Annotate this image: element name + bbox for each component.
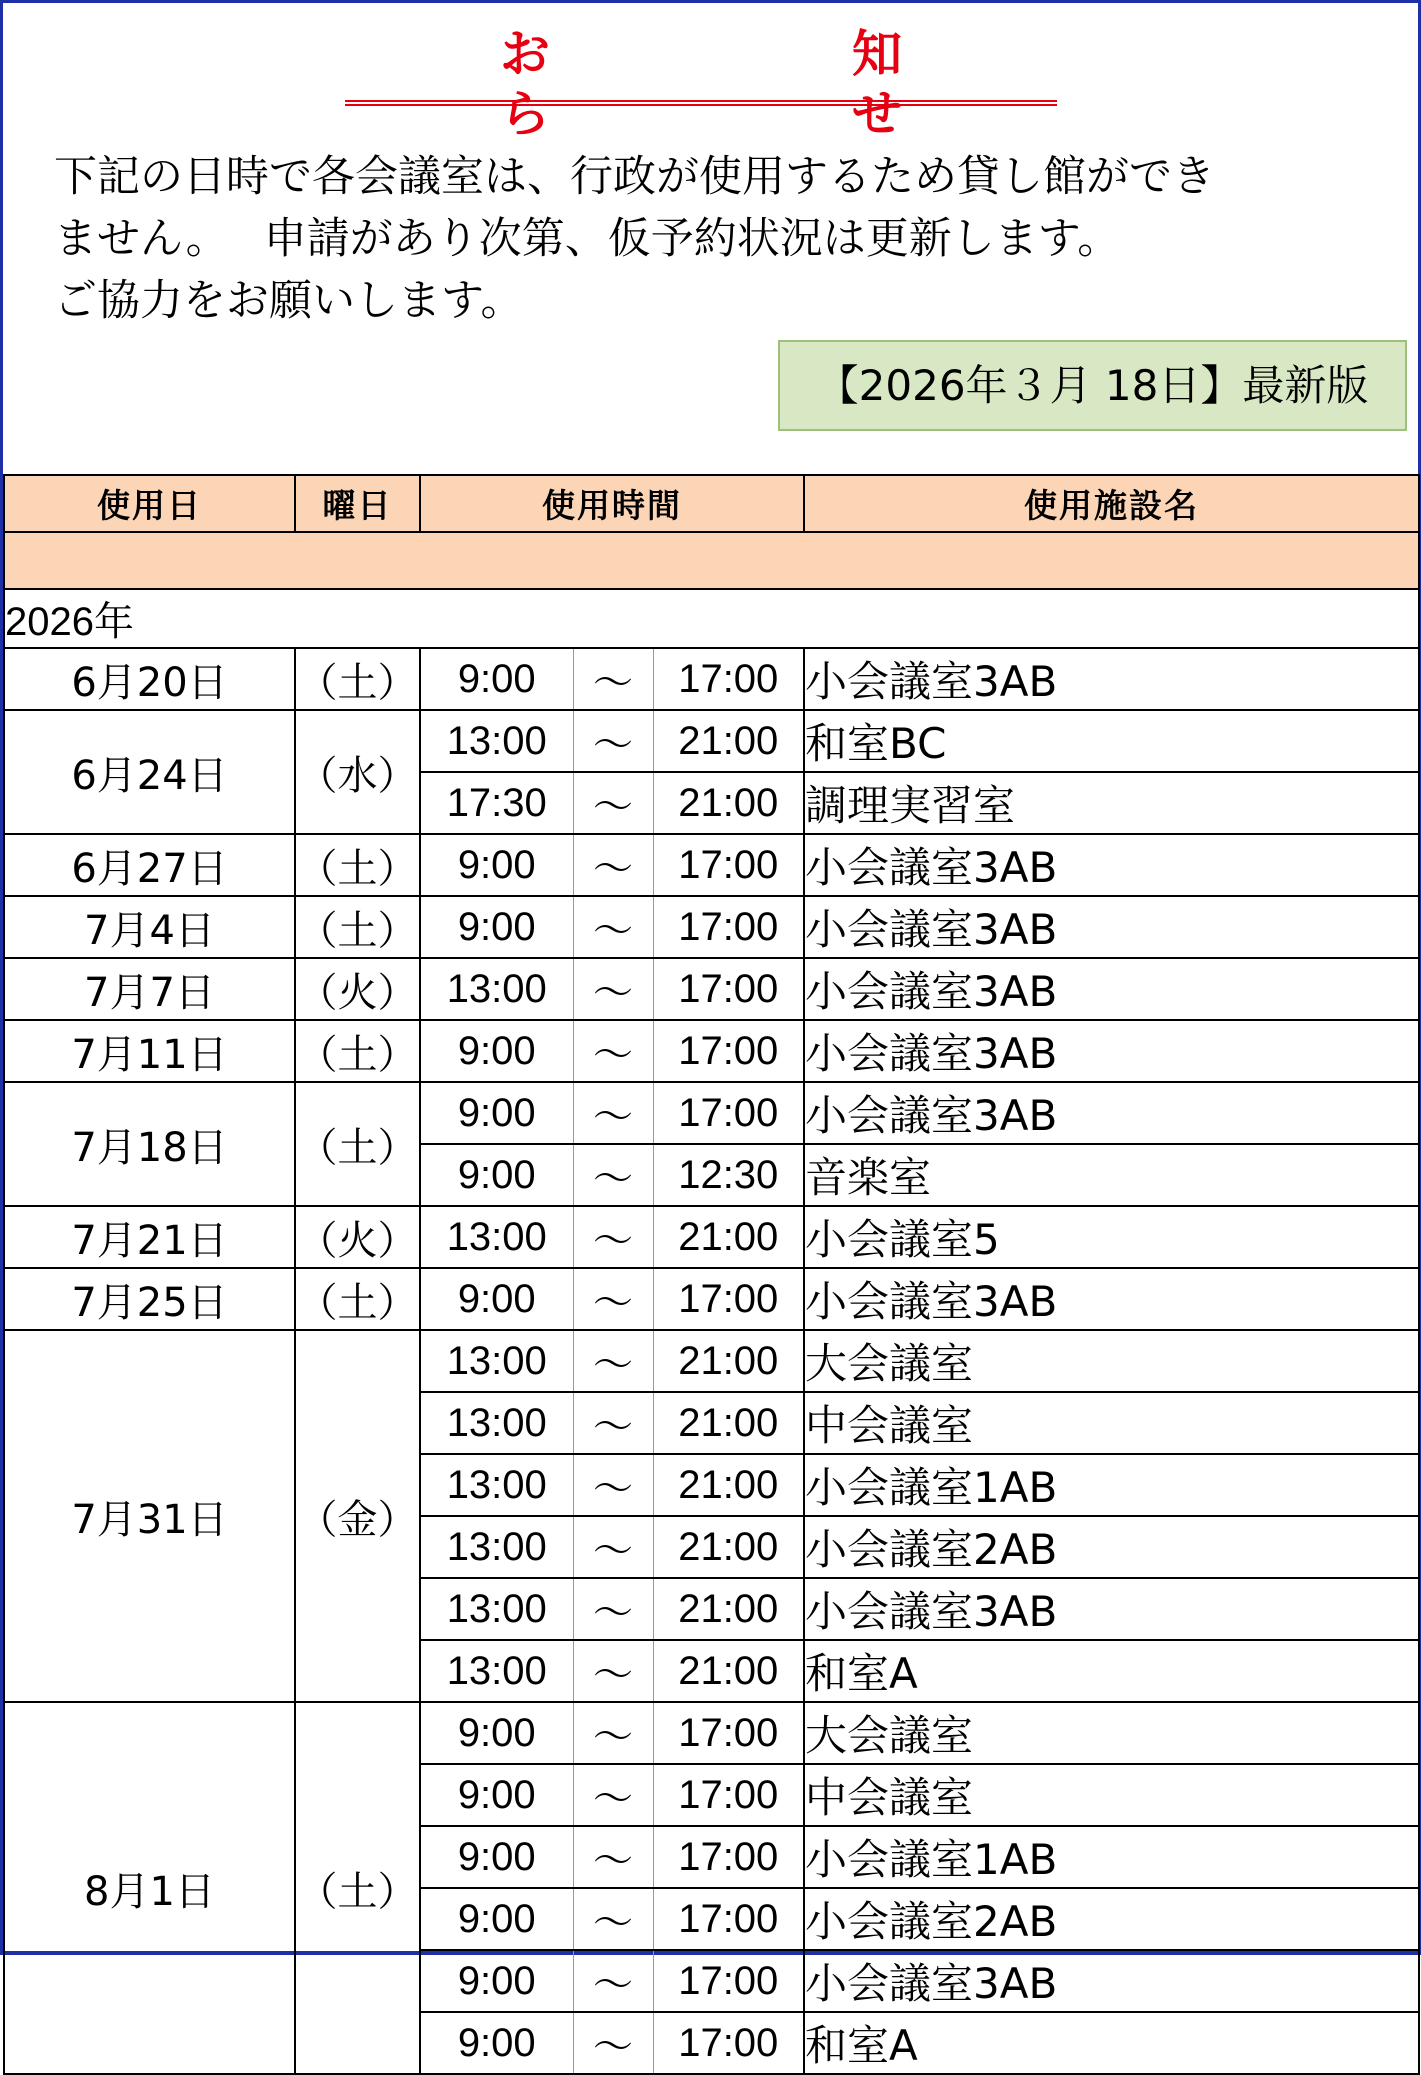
end-time: 21:00 xyxy=(653,1454,804,1516)
end-time: 17:00 xyxy=(653,648,804,710)
start-time: 9:00 xyxy=(420,1144,573,1206)
use-date: 7月7日 xyxy=(4,958,295,1020)
facility-name: 小会議室3AB xyxy=(804,1020,1419,1082)
facility-name: 中会議室 xyxy=(804,1392,1419,1454)
table-row xyxy=(4,1330,1419,1392)
table-row xyxy=(4,1702,1419,1764)
facility-name: 大会議室 xyxy=(804,1702,1419,1764)
notice-message xyxy=(54,146,1374,332)
day-of-week: （土） xyxy=(295,834,420,896)
facility-name: 小会議室3AB xyxy=(804,1950,1419,2012)
day-of-week: （金） xyxy=(295,1330,420,1702)
facility-name: 小会議室2AB xyxy=(804,1516,1419,1578)
time-separator: ～ xyxy=(573,1826,653,1888)
start-time: 9:00 xyxy=(420,1268,573,1330)
time-separator: ～ xyxy=(573,1392,653,1454)
end-time: 21:00 xyxy=(653,1392,804,1454)
time-separator: ～ xyxy=(573,1764,653,1826)
use-date: 7月4日 xyxy=(4,896,295,958)
use-date: 6月24日 xyxy=(4,710,295,834)
start-time: 9:00 xyxy=(420,1082,573,1144)
end-time: 21:00 xyxy=(653,1330,804,1392)
time-separator: ～ xyxy=(573,1454,653,1516)
day-of-week: （土） xyxy=(295,648,420,710)
use-date: 8月1日 xyxy=(4,1702,295,2074)
header-time: 使用時間 xyxy=(420,475,804,532)
table-row xyxy=(4,834,1419,896)
time-separator: ～ xyxy=(573,834,653,896)
facility-name: 和室BC xyxy=(804,710,1419,772)
version-badge: 【2026年３月 18日】最新版 xyxy=(778,340,1407,431)
time-separator: ～ xyxy=(573,1888,653,1950)
start-time: 13:00 xyxy=(420,1640,573,1702)
end-time: 17:00 xyxy=(653,1888,804,1950)
schedule-table xyxy=(3,474,1420,2075)
day-of-week: （火） xyxy=(295,958,420,1020)
use-date: 6月20日 xyxy=(4,648,295,710)
facility-name: 和室A xyxy=(804,2012,1419,2074)
table-row xyxy=(4,1268,1419,1330)
end-time: 17:00 xyxy=(653,2012,804,2074)
facility-name: 和室A xyxy=(804,1640,1419,1702)
time-separator: ～ xyxy=(573,2012,653,2074)
day-of-week: （火） xyxy=(295,1206,420,1268)
end-time: 17:00 xyxy=(653,958,804,1020)
start-time: 9:00 xyxy=(420,1826,573,1888)
end-time: 17:00 xyxy=(653,1082,804,1144)
day-of-week: （土） xyxy=(295,1082,420,1206)
end-time: 21:00 xyxy=(653,710,804,772)
title-text: お 知 ら せ xyxy=(500,25,1204,143)
table-header-row xyxy=(4,475,1419,532)
end-time: 17:00 xyxy=(653,1268,804,1330)
facility-name: 小会議室1AB xyxy=(804,1826,1419,1888)
facility-name: 小会議室3AB xyxy=(804,1082,1419,1144)
notice-line: 下記の日時で各会議室は、行政が使用するため貸し館ができ xyxy=(54,152,1215,202)
start-time: 13:00 xyxy=(420,710,573,772)
header-band-row xyxy=(4,532,1419,589)
end-time: 17:00 xyxy=(653,1020,804,1082)
facility-name: 小会議室5 xyxy=(804,1206,1419,1268)
end-time: 12:30 xyxy=(653,1144,804,1206)
start-time: 9:00 xyxy=(420,648,573,710)
notice-title xyxy=(345,24,1204,143)
time-separator: ～ xyxy=(573,648,653,710)
use-date: 7月25日 xyxy=(4,1268,295,1330)
band-cell xyxy=(4,532,1419,589)
facility-name: 小会議室3AB xyxy=(804,834,1419,896)
end-time: 17:00 xyxy=(653,896,804,958)
facility-name: 大会議室 xyxy=(804,1330,1419,1392)
facility-name: 音楽室 xyxy=(804,1144,1419,1206)
facility-name: 小会議室2AB xyxy=(804,1888,1419,1950)
start-time: 13:00 xyxy=(420,958,573,1020)
time-separator: ～ xyxy=(573,1950,653,2012)
time-separator: ～ xyxy=(573,1144,653,1206)
start-time: 9:00 xyxy=(420,1950,573,2012)
table-row xyxy=(4,958,1419,1020)
end-time: 17:00 xyxy=(653,1702,804,1764)
time-separator: ～ xyxy=(573,1640,653,1702)
facility-name: 中会議室 xyxy=(804,1764,1419,1826)
start-time: 9:00 xyxy=(420,834,573,896)
start-time: 13:00 xyxy=(420,1454,573,1516)
end-time: 21:00 xyxy=(653,1578,804,1640)
table-row xyxy=(4,1020,1419,1082)
facility-name: 小会議室3AB xyxy=(804,958,1419,1020)
end-time: 17:00 xyxy=(653,834,804,896)
title-underline xyxy=(345,100,1057,106)
time-separator: ～ xyxy=(573,958,653,1020)
start-time: 17:30 xyxy=(420,772,573,834)
facility-name: 調理実習室 xyxy=(804,772,1419,834)
header-dow: 曜日 xyxy=(295,475,420,532)
time-separator: ～ xyxy=(573,1516,653,1578)
table-row xyxy=(4,896,1419,958)
table-row xyxy=(4,710,1419,772)
start-time: 13:00 xyxy=(420,1578,573,1640)
time-separator: ～ xyxy=(573,1268,653,1330)
use-date: 7月31日 xyxy=(4,1330,295,1702)
start-time: 13:00 xyxy=(420,1392,573,1454)
time-separator: ～ xyxy=(573,1578,653,1640)
use-date: 7月21日 xyxy=(4,1206,295,1268)
day-of-week: （土） xyxy=(295,1268,420,1330)
day-of-week: （土） xyxy=(295,896,420,958)
time-separator: ～ xyxy=(573,710,653,772)
end-time: 21:00 xyxy=(653,772,804,834)
end-time: 17:00 xyxy=(653,1950,804,2012)
end-time: 17:00 xyxy=(653,1764,804,1826)
year-row xyxy=(4,589,1419,648)
end-time: 21:00 xyxy=(653,1640,804,1702)
use-date: 7月18日 xyxy=(4,1082,295,1206)
facility-name: 小会議室1AB xyxy=(804,1454,1419,1516)
table-row xyxy=(4,1206,1419,1268)
day-of-week: （土） xyxy=(295,1020,420,1082)
use-date: 7月11日 xyxy=(4,1020,295,1082)
time-separator: ～ xyxy=(573,1020,653,1082)
year-label: 2026年 xyxy=(4,589,1419,648)
use-date: 6月27日 xyxy=(4,834,295,896)
time-separator: ～ xyxy=(573,1082,653,1144)
facility-name: 小会議室3AB xyxy=(804,648,1419,710)
header-facility: 使用施設名 xyxy=(804,475,1419,532)
time-separator: ～ xyxy=(573,772,653,834)
time-separator: ～ xyxy=(573,896,653,958)
notice-line: ません。 申請があり次第、仮予約状況は更新します。 xyxy=(54,214,1121,264)
day-of-week: （水） xyxy=(295,710,420,834)
start-time: 13:00 xyxy=(420,1516,573,1578)
header-date: 使用日 xyxy=(4,475,295,532)
facility-name: 小会議室3AB xyxy=(804,896,1419,958)
start-time: 9:00 xyxy=(420,1702,573,1764)
end-time: 21:00 xyxy=(653,1516,804,1578)
time-separator: ～ xyxy=(573,1702,653,1764)
start-time: 13:00 xyxy=(420,1206,573,1268)
start-time: 9:00 xyxy=(420,1020,573,1082)
facility-name: 小会議室3AB xyxy=(804,1268,1419,1330)
start-time: 13:00 xyxy=(420,1330,573,1392)
notice-line: ご協力をお願いします。 xyxy=(54,276,524,326)
time-separator: ～ xyxy=(573,1206,653,1268)
end-time: 21:00 xyxy=(653,1206,804,1268)
day-of-week: （土） xyxy=(295,1702,420,2074)
start-time: 9:00 xyxy=(420,896,573,958)
start-time: 9:00 xyxy=(420,1888,573,1950)
time-separator: ～ xyxy=(573,1330,653,1392)
facility-name: 小会議室3AB xyxy=(804,1578,1419,1640)
table-row xyxy=(4,1082,1419,1144)
start-time: 9:00 xyxy=(420,2012,573,2074)
start-time: 9:00 xyxy=(420,1764,573,1826)
table-row xyxy=(4,648,1419,710)
end-time: 17:00 xyxy=(653,1826,804,1888)
